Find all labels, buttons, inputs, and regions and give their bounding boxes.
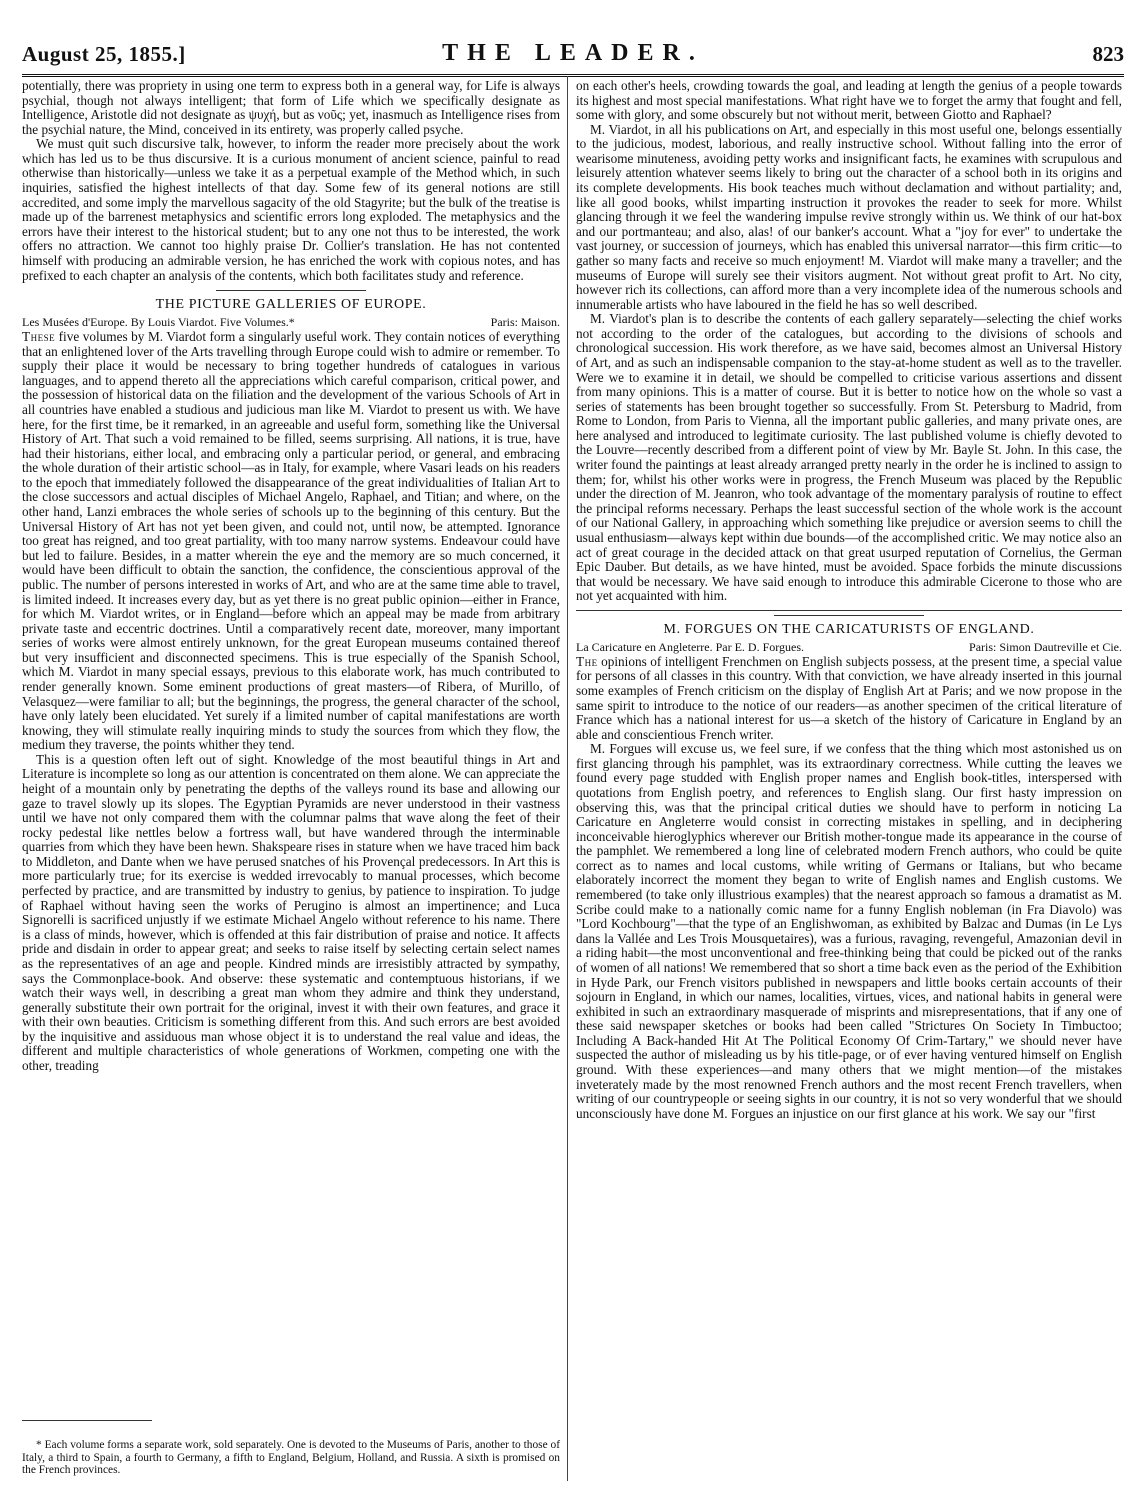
footnote-rule	[22, 1420, 152, 1421]
paragraph	[22, 330, 560, 753]
footnote	[22, 1439, 560, 1477]
article-byline	[22, 315, 560, 329]
lead-word: The	[576, 653, 598, 669]
lead-word: These	[22, 329, 56, 345]
paragraph: potentially, there was propriety in using one term to express both in a general way, for Life is always psychial, though not always intelligent; that form of Life which we specifically designate as Intelligence, Aristotle did not designate as ψυχή, but as νοῦς; yet, inasmuch as Intelligence rises from the psychial nature, the Mind, conceived in its entirety, was properly called psyche.	[22, 78, 560, 137]
article-heading: M. FORGUES ON THE CARICATURISTS OF ENGLAND.	[663, 621, 1035, 637]
paragraph: M. Viardot, in all his publications on Art, and especially in this most useful one, belongs essentially to the judicious, modest, laborious, and really instructive school. Without falling into the error of wearisome minuteness, avoiding petty works and insignificant facts, he examines with scrupulous and leisurely attention whatever seems likely to bring out the character of a school both in its origins and its complete developments. His book teaches much without declamation and without partiality; and, like all good books, whilst imparting instruction it provokes the reader to seek for more. Whilst glancing through it we feel the wandering impulse revive strongly within us. We think of our hat-box and our portmanteau; and also, alas! of our banker's account. What a "joy for ever" to undertake the vast journey, or succession of journeys, which has enabled this universal narrator—this firm critic—to gather so many facts and receive so much enjoyment! M. Viardot will make many a traveller; and the museums of Europe will surely see their visitors augment. Not without great profit to Art. No city, however rich its collections, can afford more than a very incomplete idea of the numerous schools and innumerable artists who have laboured in the field he has so well described.	[576, 121, 1122, 312]
section-divider	[216, 290, 366, 291]
masthead-title: THE LEADER.	[442, 40, 704, 66]
byline-publisher: Paris: Simon Dautreville et Cie.	[969, 639, 1122, 654]
byline-title: Les Musées d'Europe. By Louis Viardot. Five Volumes.*	[22, 315, 295, 330]
paragraph	[576, 655, 1122, 742]
page-header	[22, 40, 1124, 74]
section-divider	[576, 610, 1122, 611]
article-heading: THE PICTURE GALLERIES OF EUROPE.	[155, 297, 427, 313]
page-number: 823	[1092, 42, 1124, 66]
paragraph: M. Viardot's plan is to describe the contents of each gallery separately—selecting the chief works not according to the order of the catalogues, but according to the divisions of schools and chronological succession. His work therefore, as we have said, becomes almost an Universal History of Art, and as such an indispensable companion to the stay-at-home student as well as to the traveller. Were we to examine it in detail, we should be compelled to criticise various assertions and dissent from many opinions. This is a matter of course. But it is better to notice how on the whole so vast a series of statements has been brought together so successfully. From St. Petersburg to Madrid, from Rome to London, from Paris to Vienna, all the important public galleries, and many private ones, are here analysed and introduced to legitimate curiosity. The last published volume is chiefly devoted to the Louvre—recently described from a different point of view by Mr. Bayle St. John. In this case, the writer found the paintings at least already arranged pretty nearly in the order he is inclined to assign to them; for, whilst his other works were in progress, the French Museum was placed by the Republic under the direction of M. Jeanron, who took advantage of the momentary paralysis of routine to effect the principal reforms necessary. Perhaps the least successful section of the whole work is the account of our National Gallery, in approaching which something like prejudice or aversion seems to chill the usual enthusiasm—always kept within due bounds—of the accomplished critic. We may notice also an act of great courage in the decided attack on that great usurped reputation of Cornelius, the German Epic Dauber. But details, as we have hinted, must be avoided. Space forbids the minute discussions that would be necessary. We have said enough to introduce this admirable Cicerone to those who are not yet acquainted with him.	[576, 311, 1122, 604]
byline-publisher: Paris: Maison.	[490, 315, 560, 330]
paragraph-text: five volumes by M. Viardot form a singularly useful work. They contain notices of everything that an enlightened lover of the Arts travelling through Europe could wish to admire or remember. To supply their place it would be necessary to bring together hundreds of catalogues in various languages, and to append thereto all the appreciations which careful comparison, critical power, and the possession of historical data on the filiation and the development of the various Schools of Art in all countries have enabled a studious and judicious man like M. Viardot to present us with. We have here, for the first time, be it remarked, in an agreeable and useful form, something like the Universal History of Art. That such a void remained to be filled, seems surprising. All nations, it is true, have had their historians, either local, and embracing only a particular period, or general, and embracing the whole duration of their artistic school—as in Italy, for example, where Vasari leads on his readers to the epoch that immediately followed the disappearance of the great individualities of Italian Art to the close successors and actual disciples of Michael Angelo, Raphael, and Titian; and where, on the other hand, Lanzi embraces the whole series of schools up to the beginning of this century. But the Universal History of Art has not yet been given, and could not, until now, be attempted. Ignorance too great has reigned, and too great partiality, with too many narrow systems. Endeavour could have but led to failure. Besides, in a matter wherein the eye and the memory are so much concerned, it would have been difficult to obtain the sanction, the confidence, the conscientious approval of the public. The number of persons interested in works of Art, and who are at the same time able to travel, is limited indeed. It increases every day, but as yet there is no great public opinion—either in France, for which M. Viardot writes, or in England—before which an appeal may be made from arbitrary private taste and eccentric doctrines. Until a comparatively recent date, moreover, many important series of works were almost entirely unknown, for the great European museums contained thereof but very insufficient and disconnected specimens. This is true especially of the Spanish School, which M. Viardot in many special essays, previous to this elaborate work, has much contributed to render generally known. Some eminent productions of great masters—of Ribera, of Murillo, of Velasquez—were familiar to all; but the beginnings, the progress, the general character of the school, have only lately been elucidated. Yet surely if a limited number of capital manifestations are worth knowing, they will stimulate really inquiring minds to study the sources from which they flow, the medium they traverse, the points whither they tend.	[22, 329, 560, 753]
paragraph-text: opinions of intelligent Frenchmen on English subjects possess, at the present time, a special value for persons of all classes in this country. With that conviction, we have already inserted in this journal some examples of French criticism on the display of English Art at Paris; and we now propose in the same spirit to introduce to the notice of our readers—as another specimen of the critical literature of France which has a national interest for us—a sketch of the history of Caricature in England by an able and conscientious French writer.	[576, 653, 1122, 742]
footnote-text: * Each volume forms a separate work, sold separately. One is devoted to the Museums of Paris, another to those of Italy, a third to Spain, a fourth to Germany, a fifth to England, Belgium, Holland, and Russia. A sixth is promised on the French provinces.	[22, 1439, 560, 1477]
paragraph: on each other's heels, crowding towards the goal, and leading at length the genius of a people towards its highest and most special manifestations. What right have we to forget the army that fought and fell, some with glory, and some obscurely but not without merit, between Giotto and Raphael?	[576, 78, 1122, 123]
column-separator	[567, 76, 568, 1481]
paragraph: We must quit such discursive talk, however, to inform the reader more precisely about the work which has led us to be thus discursive. It is a curious monument of ancient science, painful to read otherwise than historically—unless we take it as a perpetual example of the Method which, in such inquiries, satisfied the highest intellects of that day. Some few of its general notions are still accredited, and some imply the marvellous sagacity of the old Stagyrite; but the bulk of the treatise is made up of the barrenest metaphysics and scientific errors long exploded. The metaphysics and the errors have their interest to the historical student; but to any one not thus to be interested, the work offers no attraction. We cannot too highly praise Dr. Collier's translation. He has not contented himself with producing an admirable version, he has enriched the work with copious notes, and has prefixed to each chapter an analysis of the contents, which both facilitates study and reference.	[22, 136, 560, 283]
header-date: August 25, 1855.]	[22, 42, 186, 66]
article-byline	[576, 640, 1122, 654]
paragraph: M. Forgues will excuse us, we feel sure, if we confess that the thing which most astonished us on first glancing through his pamphlet, was its extraordinary correctness. While cutting the leaves we found every page studded with English proper names and English book-titles, interspersed with quotations from English poetry, and references to English slang. Our first hasty impression on observing this, was that the principal critical duties we should have to perform in noticing La Caricature en Angleterre would consist in correcting mistakes in spelling, and in deciphering inconceivable hieroglyphics wherever our British mother-tongue made its appearance in the course of the pamphlet. We remembered a long line of celebrated modern French authors, who could be quite correct as to names and local customs, while writing of Germans or Italians, but who became elaborately incorrect the moment they began to write of English names and English customs. We remembered (to take only illustrious examples) that the nearest approach so famous a dramatist as M. Scribe could make to a nationally comic name for a funny English nobleman (in Fra Diavolo) was "Lord Kochbourg"—that the type of an Englishwoman, as exhibited by Balzac and Dumas (in Le Lys dans la Vallée and Les Trois Mousquetaires), was a furious, ravaging, revengeful, Amazonian devil in a riding habit—the most unconventional and free-thinking being that could be picked out of the ranks of women of all nations! We remembered that so short a time back even as the period of the Exhibition in Hyde Park, our French visitors published in newspapers and little books certain accounts of their sojourn in England, in which our names, localities, virtues, vices, and national habits in general were exhibited in such an extraordinary masquerade of misprints and misrepresentations, that if any one of these said newspaper sketches or books had been called "Strictures On Society In Timbuctoo; Including A Back-handed Hit At The Political Economy Of Crim-Tartary," we should never have suspected the author of misleading us by his title-page, or of ever having ventured himself on English ground. With these experiences—and many others that we might mention—of the mistakes inveterately made by the most renowned French authors and the most recent French travellers, when writing of our countrypeople or seeing sights in our country, it is not so very wonderful that we should unconsciously have done M. Forgues an injustice on our first glance at his work. We say our "first	[576, 741, 1122, 1121]
header-rule	[22, 74, 1124, 77]
byline-title: La Caricature en Angleterre. Par E. D. Forgues.	[576, 639, 805, 654]
left-column	[22, 79, 560, 1477]
section-divider	[774, 615, 924, 616]
paragraph: This is a question often left out of sight. Knowledge of the most beautiful things in Art and Literature is incomplete so long as our attention is concentrated on them alone. We can appreciate the height of a mountain only by penetrating the depths of the valleys round its base and allowing our gaze to travel slowly up its slopes. The Egyptian Pyramids are never understood in their vastness until we have not only compared them with the columnar palms that wave along the feet of their rocky pedestal like nettles below a fortress wall, but have wandered through the interminable quarries from which they have been hewn. Shakspeare rises in stature when we have traced him back to Middleton, and Dante when we have perused snatches of his Provençal predecessors. In Art this is more particularly true; for its exercise is wedded irrevocably to manual processes, which become perfected by practice, and are transmitted by industry to genius, by patience to inspiration. To judge of Raphael without having seen the works of Perugino is almost an impertinence; and Luca Signorelli is sacrificed unjustly if we estimate Michael Angelo without reference to his name. There is a class of minds, however, which is offended at this fair distribution of praise and notice. It affects pride and disdain in order to appear great; and seeks to raise itself by selecting certain select names as the representatives of an age and people. Kindred minds are irresistibly attracted by sympathy, says the Commonplace-book. And observe: these systematic and contemptuous historians, if we watch their ways well, in describing a great man whom they admire and think they understand, generally substitute their own portrait for the original, invest it with their own features, and grace it with their own beauties. Criticism is something different from this. And such errors are best avoided by the inquisitive and assiduous man whose object it is to understand the real value and ideas, the different and multiple characteristics of whole generations of Workmen, competing one with the other, treading	[22, 751, 560, 1073]
right-column	[576, 79, 1122, 1477]
